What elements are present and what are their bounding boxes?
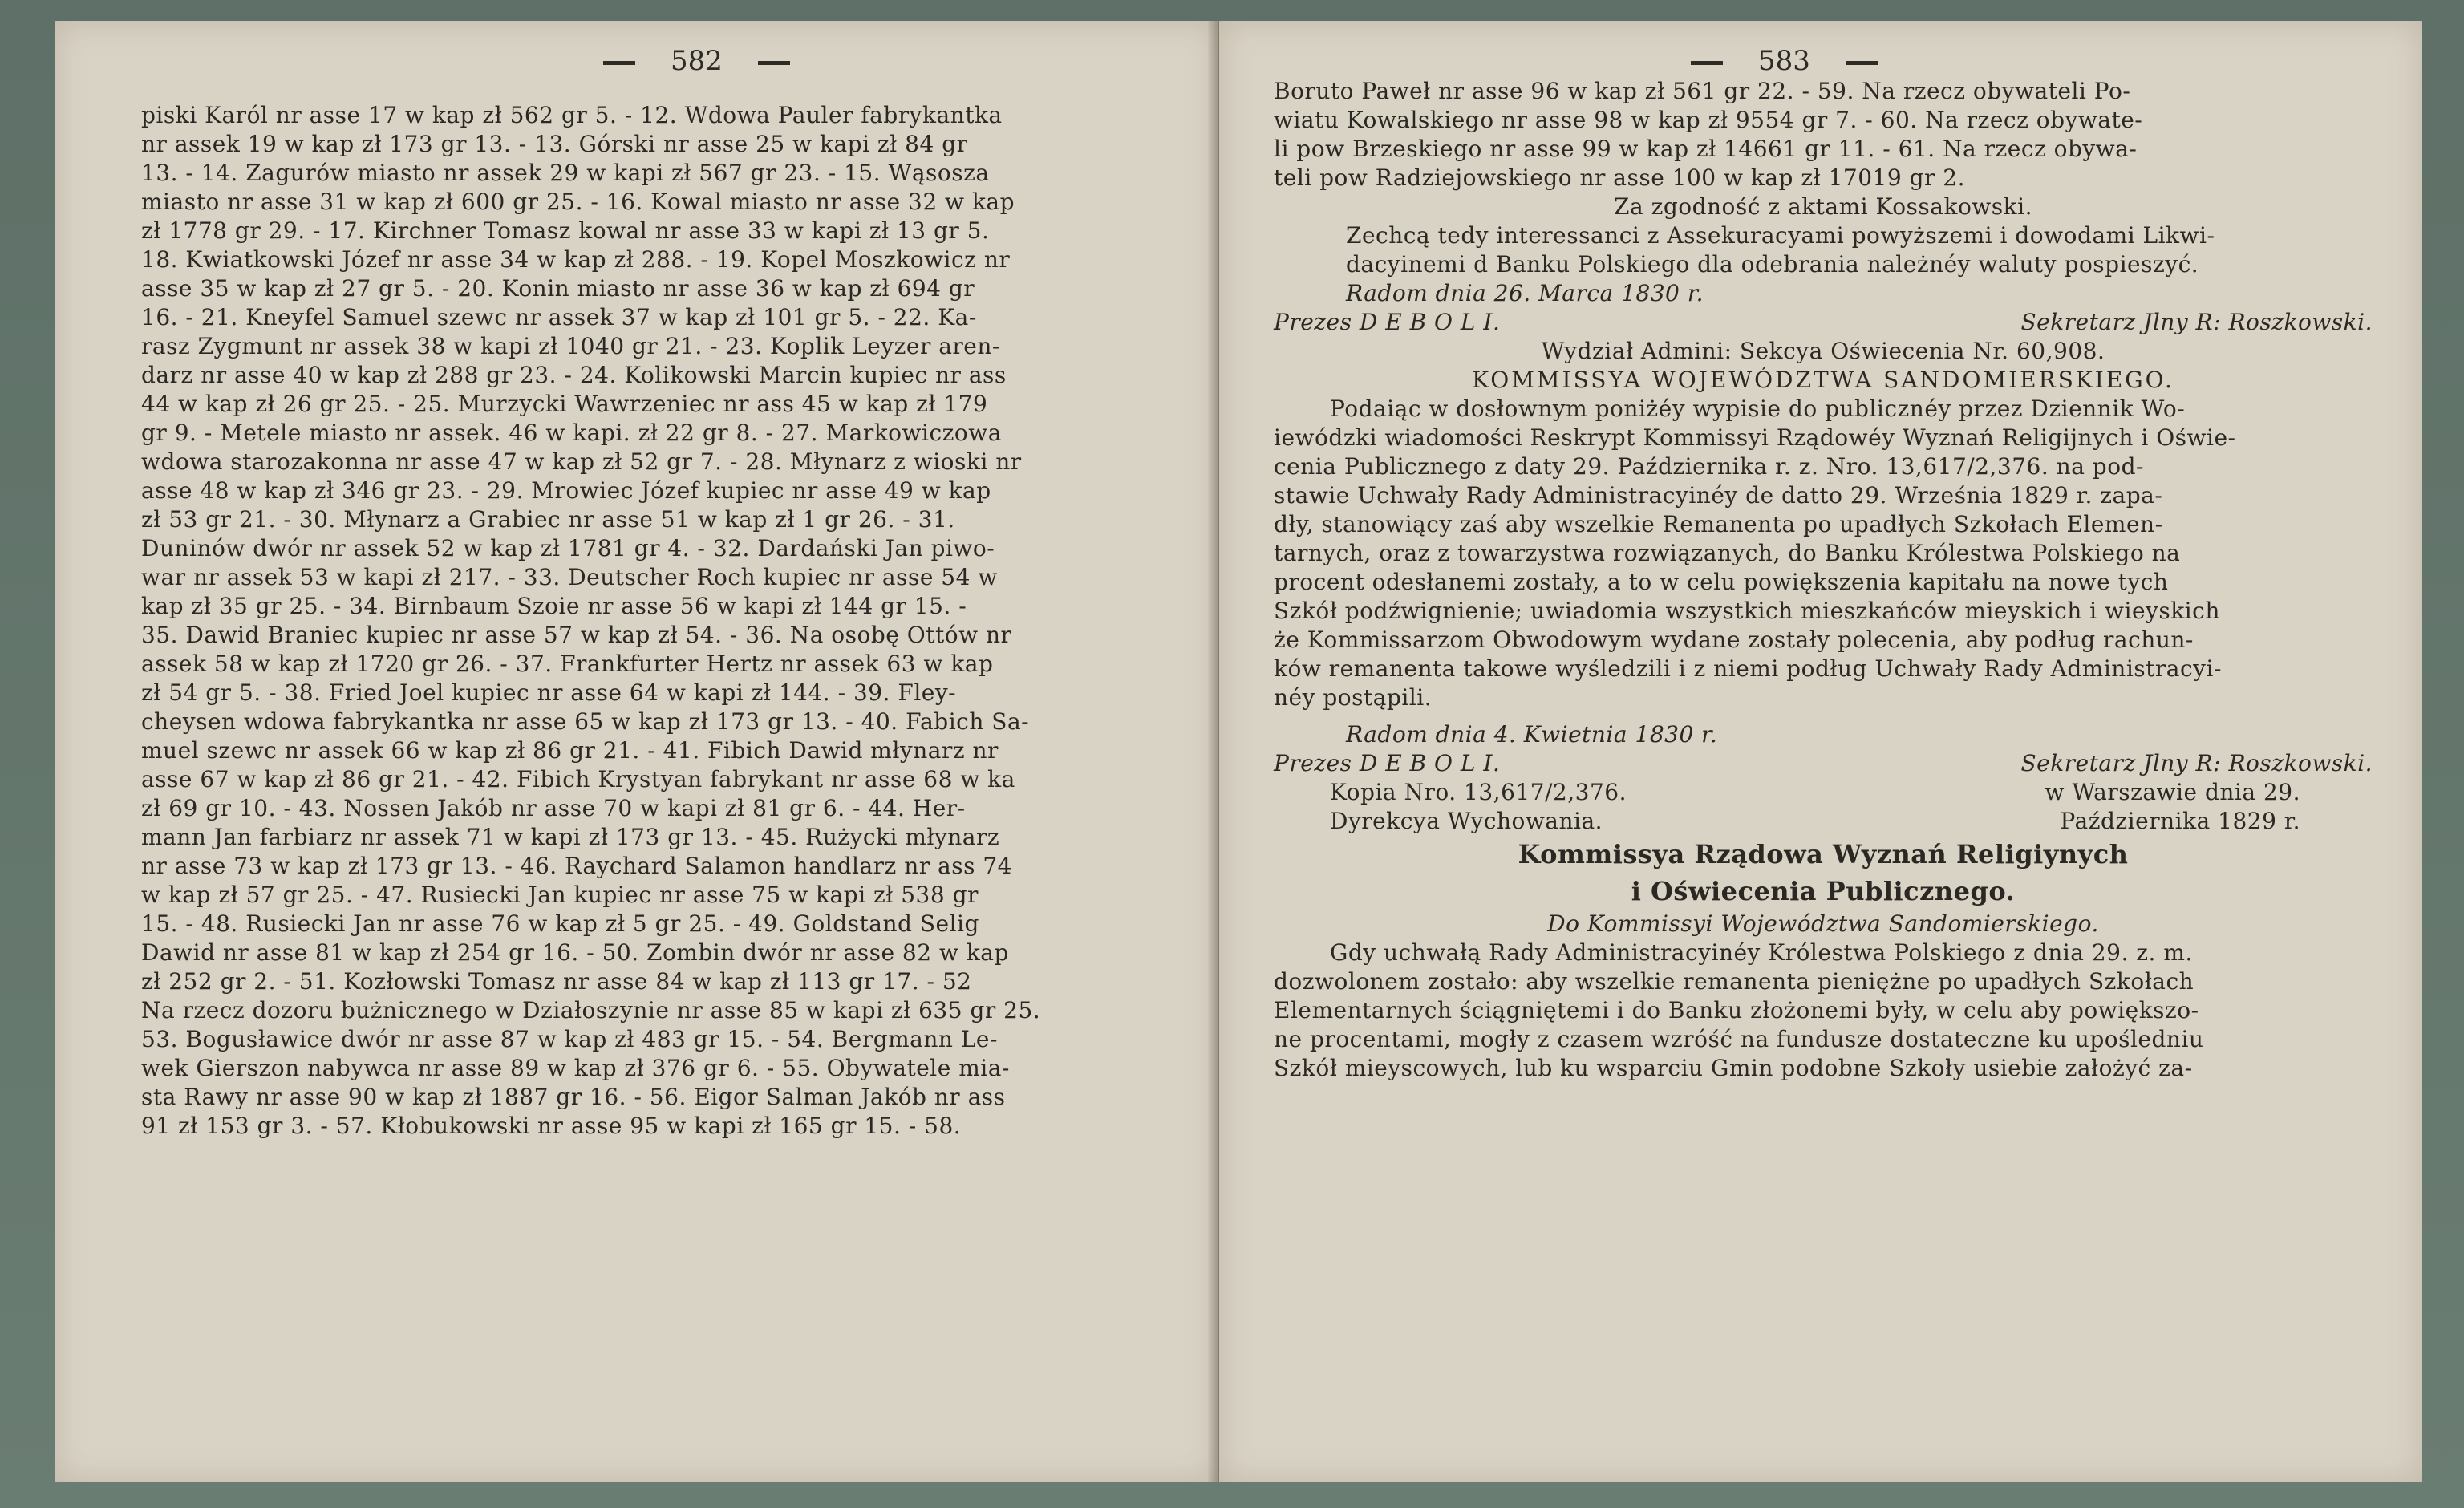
text-line: zł 1778 gr 29. - 17. Kirchner Tomasz kowal nr asse 33 w kapi zł 13 gr 5.	[141, 217, 990, 244]
text-line: Zechcą tedy interessanci z Assekuracyami powyższemi i dowodami Likwi-	[1346, 222, 2215, 249]
text-line: cenia Publicznego z daty 29. Października r. z. Nro. 13,617/2,376. na pod-	[1274, 453, 2144, 480]
text-line: zł 69 gr 10. - 43. Nossen Jakób nr asse 70 w kapi zł 81 gr 6. - 44. Her-	[141, 795, 966, 821]
text-line: Podaiąc w dosłownym poniżéy wypisie do publicznéy przez Dziennik Wo-	[1330, 395, 2186, 422]
text-line: stawie Uchwały Rady Administracyinéy de datto 29. Września 1829 r. zapa-	[1274, 482, 2163, 509]
text-line: procent odesłanemi zostały, a to w celu powiększenia kapitału na nowe tych	[1274, 569, 2169, 595]
text-line: néy postąpili.	[1274, 684, 1433, 711]
text-line: kap zł 35 gr 25. - 34. Birnbaum Szoie nr asse 56 w kapi zł 144 gr 15. -	[141, 593, 967, 619]
copy-reference: Kopia Nro. 13,617/2,376.	[1330, 779, 1627, 805]
ornament-dash	[1691, 61, 1723, 65]
text-line: dacyinemi d Banku Polskiego dla odebrania należnéy waluty pospieszyć.	[1346, 251, 2199, 278]
text-line: ków remanenta takowe wyśledzili i z niemi podług Uchwały Rady Administracyi-	[1274, 655, 2222, 682]
right-page-text	[1274, 77, 2373, 1083]
text-line: assek 58 w kap zł 1720 gr 26. - 37. Frankfurter Hertz nr assek 63 w kap	[141, 651, 994, 677]
text-line: piski Karól nr asse 17 w kap zł 562 gr 5. - 12. Wdowa Pauler fabrykantka	[141, 102, 1003, 128]
right-page-number: 583	[1656, 45, 1913, 77]
text-line: wiatu Kowalskiego nr asse 98 w kap zł 9554 gr 7. - 60. Na rzecz obywate-	[1274, 107, 2143, 133]
text-line: gr 9. - Metele miasto nr assek. 46 w kapi. zł 22 gr 8. - 27. Markowiczowa	[141, 420, 1002, 446]
directorate: Dyrekcya Wychowania.	[1330, 808, 1603, 834]
president-signature: Prezes D E B O L I.	[1274, 309, 1501, 335]
copy-place: w Warszawie dnia 29.	[2045, 779, 2300, 805]
text-line: 91 zł 153 gr 3. - 57. Kłobukowski nr asse 95 w kapi zł 165 gr 15. - 58.	[141, 1113, 962, 1139]
copy-date: Października 1829 r.	[2060, 808, 2300, 834]
text-line: dły, stanowiący zaś aby wszelkie Remanenta po upadłych Szkołach Elemen-	[1274, 511, 2163, 537]
left-page-number: 582	[568, 45, 825, 77]
date-line: Radom dnia 26. Marca 1830 r.	[1346, 280, 1704, 306]
text-line: Elementarnych ściągniętemi i do Banku złożonemi były, w celu aby powiększo-	[1274, 997, 2199, 1024]
text-line: cheysen wdowa fabrykantka nr asse 65 w kap zł 173 gr 13. - 40. Fabich Sa-	[141, 708, 1030, 735]
text-line: że Kommissarzom Obwodowym wydane zostały polecenia, aby podług rachun-	[1274, 626, 2194, 653]
text-line: zł 252 gr 2. - 51. Kozłowski Tomasz nr asse 84 w kap zł 113 gr 17. - 52	[141, 968, 972, 995]
ministry-subtitle: i Oświecenia Publicznego.	[1631, 876, 2016, 906]
left-page	[55, 21, 1219, 1482]
text-line: Na rzecz dozoru bużnicznego w Działoszynie nr asse 85 w kapi zł 635 gr 25.	[141, 997, 1041, 1024]
directorate-row	[1274, 807, 2373, 836]
text-line: muel szewc nr assek 66 w kap zł 86 gr 21. - 41. Fibich Dawid młynarz nr	[141, 737, 999, 764]
text-line: w kap zł 57 gr 25. - 47. Rusiecki Jan kupiec nr asse 75 w kapi zł 538 gr	[141, 882, 979, 908]
attestation: Za zgodność z aktami Kossakowski.	[1614, 193, 2032, 220]
secretary-signature: Sekretarz Jlny R: Roszkowski.	[2020, 309, 2373, 335]
text-line: sta Rawy nr asse 90 w kap zł 1887 gr 16. - 56. Eigor Salman Jakób nr ass	[141, 1084, 1006, 1110]
text-line: nr asse 73 w kap zł 173 gr 13. - 46. Raychard Salamon handlarz nr ass 74	[141, 853, 1012, 879]
text-line: miasto nr asse 31 w kap zł 600 gr 25. - 16. Kowal miasto nr asse 32 w kap	[141, 188, 1015, 215]
text-line: asse 67 w kap zł 86 gr 21. - 42. Fibich Krystyan fabrykant nr asse 68 w ka	[141, 766, 1015, 793]
text-line: Boruto Paweł nr asse 96 w kap zł 561 gr 22. - 59. Na rzecz obywateli Po-	[1274, 78, 2131, 104]
ministry-title: Kommissya Rządowa Wyznań Religiynych	[1518, 839, 2129, 870]
text-line: mann Jan farbiarz nr assek 71 w kapi zł 173 gr 13. - 45. Rużycki młynarz	[141, 824, 1000, 850]
date-line: Radom dnia 4. Kwietnia 1830 r.	[1346, 721, 1718, 748]
text-line: 13. - 14. Zagurów miasto nr assek 29 w kapi zł 567 gr 23. - 15. Wąsosza	[141, 160, 990, 186]
ministry-reference: Wydział Admini: Sekcya Oświecenia Nr. 60,908.	[1541, 338, 2105, 364]
signature-row	[1274, 308, 2373, 337]
text-line: rasz Zygmunt nr assek 38 w kapi zł 1040 gr 21. - 23. Koplik Leyzer aren-	[141, 333, 1000, 359]
text-line: Szkół mieyscowych, lub ku wsparciu Gmin podobne Szkoły usiebie założyć za-	[1274, 1055, 2193, 1081]
body-paragraph	[1274, 395, 2373, 712]
ornament-dash	[758, 61, 790, 65]
ornament-dash	[603, 61, 635, 65]
text-line: zł 54 gr 5. - 38. Fried Joel kupiec nr asse 64 w kapi zł 144. - 39. Fley-	[141, 679, 957, 706]
text-line: darz nr asse 40 w kap zł 288 gr 23. - 24. Kolikowski Marcin kupiec nr ass	[141, 362, 1007, 388]
text-line: asse 35 w kap zł 27 gr 5. - 20. Konin miasto nr asse 36 w kap zł 694 gr	[141, 275, 975, 302]
text-line: wek Gierszon nabywca nr asse 89 w kap zł 376 gr 6. - 55. Obywatele mia-	[141, 1055, 1010, 1081]
text-line: wdowa starozakonna nr asse 47 w kap zł 52 gr 7. - 28. Młynarz z wioski nr	[141, 448, 1022, 475]
text-line: teli pow Radziejowskiego nr asse 100 w kap zł 17019 gr 2.	[1274, 164, 1965, 191]
copy-reference-row	[1274, 778, 2373, 807]
text-line: 53. Bogusławice dwór nr asse 87 w kap zł 483 gr 15. - 54. Bergmann Le-	[141, 1026, 998, 1052]
right-page	[1219, 21, 2422, 1482]
text-line: war nr assek 53 w kapi zł 217. - 33. Deutscher Roch kupiec nr asse 54 w	[141, 564, 998, 590]
closing-paragraph	[1274, 938, 2373, 1083]
text-line: tarnych, oraz z towarzystwa rozwiązanych, do Banku Królestwa Polskiego na	[1274, 540, 2181, 566]
notice-paragraph	[1274, 221, 2373, 279]
commission-title: KOMMISSYA WOJEWÓDZTWA SANDOMIERSKIEGO.	[1472, 367, 2174, 393]
text-line: Duninów dwór nr assek 52 w kap zł 1781 gr 4. - 32. Dardański Jan piwo-	[141, 535, 995, 561]
text-line: asse 48 w kap zł 346 gr 23. - 29. Mrowiec Józef kupiec nr asse 49 w kap	[141, 477, 991, 504]
text-line: ne procentami, mogły z czasem wzróść na fundusze dostateczne ku upośledniu	[1274, 1026, 2204, 1052]
addressee: Do Kommissyi Województwa Sandomierskiego.	[1547, 910, 2099, 937]
text-line: 44 w kap zł 26 gr 25. - 25. Murzycki Wawrzeniec nr ass 45 w kap zł 179	[141, 391, 988, 417]
text-line: Dawid nr asse 81 w kap zł 254 gr 16. - 50. Zombin dwór nr asse 82 w kap	[141, 939, 1009, 966]
text-line: nr assek 19 w kap zł 173 gr 13. - 13. Górski nr asse 25 w kapi zł 84 gr	[141, 131, 968, 157]
ornament-dash	[1846, 61, 1878, 65]
text-line: 15. - 48. Rusiecki Jan nr asse 76 w kap zł 5 gr 25. - 49. Goldstand Selig	[141, 910, 979, 937]
opening-paragraph	[1274, 77, 2373, 193]
signature-row	[1274, 749, 2373, 778]
text-line: 35. Dawid Braniec kupiec nr asse 57 w kap zł 54. - 36. Na osobę Ottów nr	[141, 622, 1012, 648]
text-line: 16. - 21. Kneyfel Samuel szewc nr assek 37 w kap zł 101 gr 5. - 22. Ka-	[141, 304, 977, 330]
text-line: dozwolonem zostało: aby wszelkie remanenta pieniężne po upadłych Szkołach	[1274, 968, 2194, 995]
secretary-signature: Sekretarz Jlny R: Roszkowski.	[2020, 750, 2373, 776]
text-line: Gdy uchwałą Rady Administracyinéy Królestwa Polskiego z dnia 29. z. m.	[1330, 939, 2193, 966]
left-page-text	[141, 101, 1208, 1141]
text-line: iewódzki wiadomości Reskrypt Kommissyi Rządowéy Wyznań Religijnych i Oświe-	[1274, 424, 2236, 451]
president-signature: Prezes D E B O L I.	[1274, 750, 1501, 776]
text-line: 18. Kwiatkowski Józef nr asse 34 w kap zł 288. - 19. Kopel Moszkowicz nr	[141, 246, 1011, 273]
text-line: zł 53 gr 21. - 30. Młynarz a Grabiec nr asse 51 w kap zł 1 gr 26. - 31.	[141, 506, 955, 533]
text-line: li pow Brzeskiego nr asse 99 w kap zł 14661 gr 11. - 61. Na rzecz obywa-	[1274, 136, 2138, 162]
text-line: Szkół podźwignienie; uwiadomia wszystkich mieszkańców mieyskich i wieyskich	[1274, 598, 2220, 624]
